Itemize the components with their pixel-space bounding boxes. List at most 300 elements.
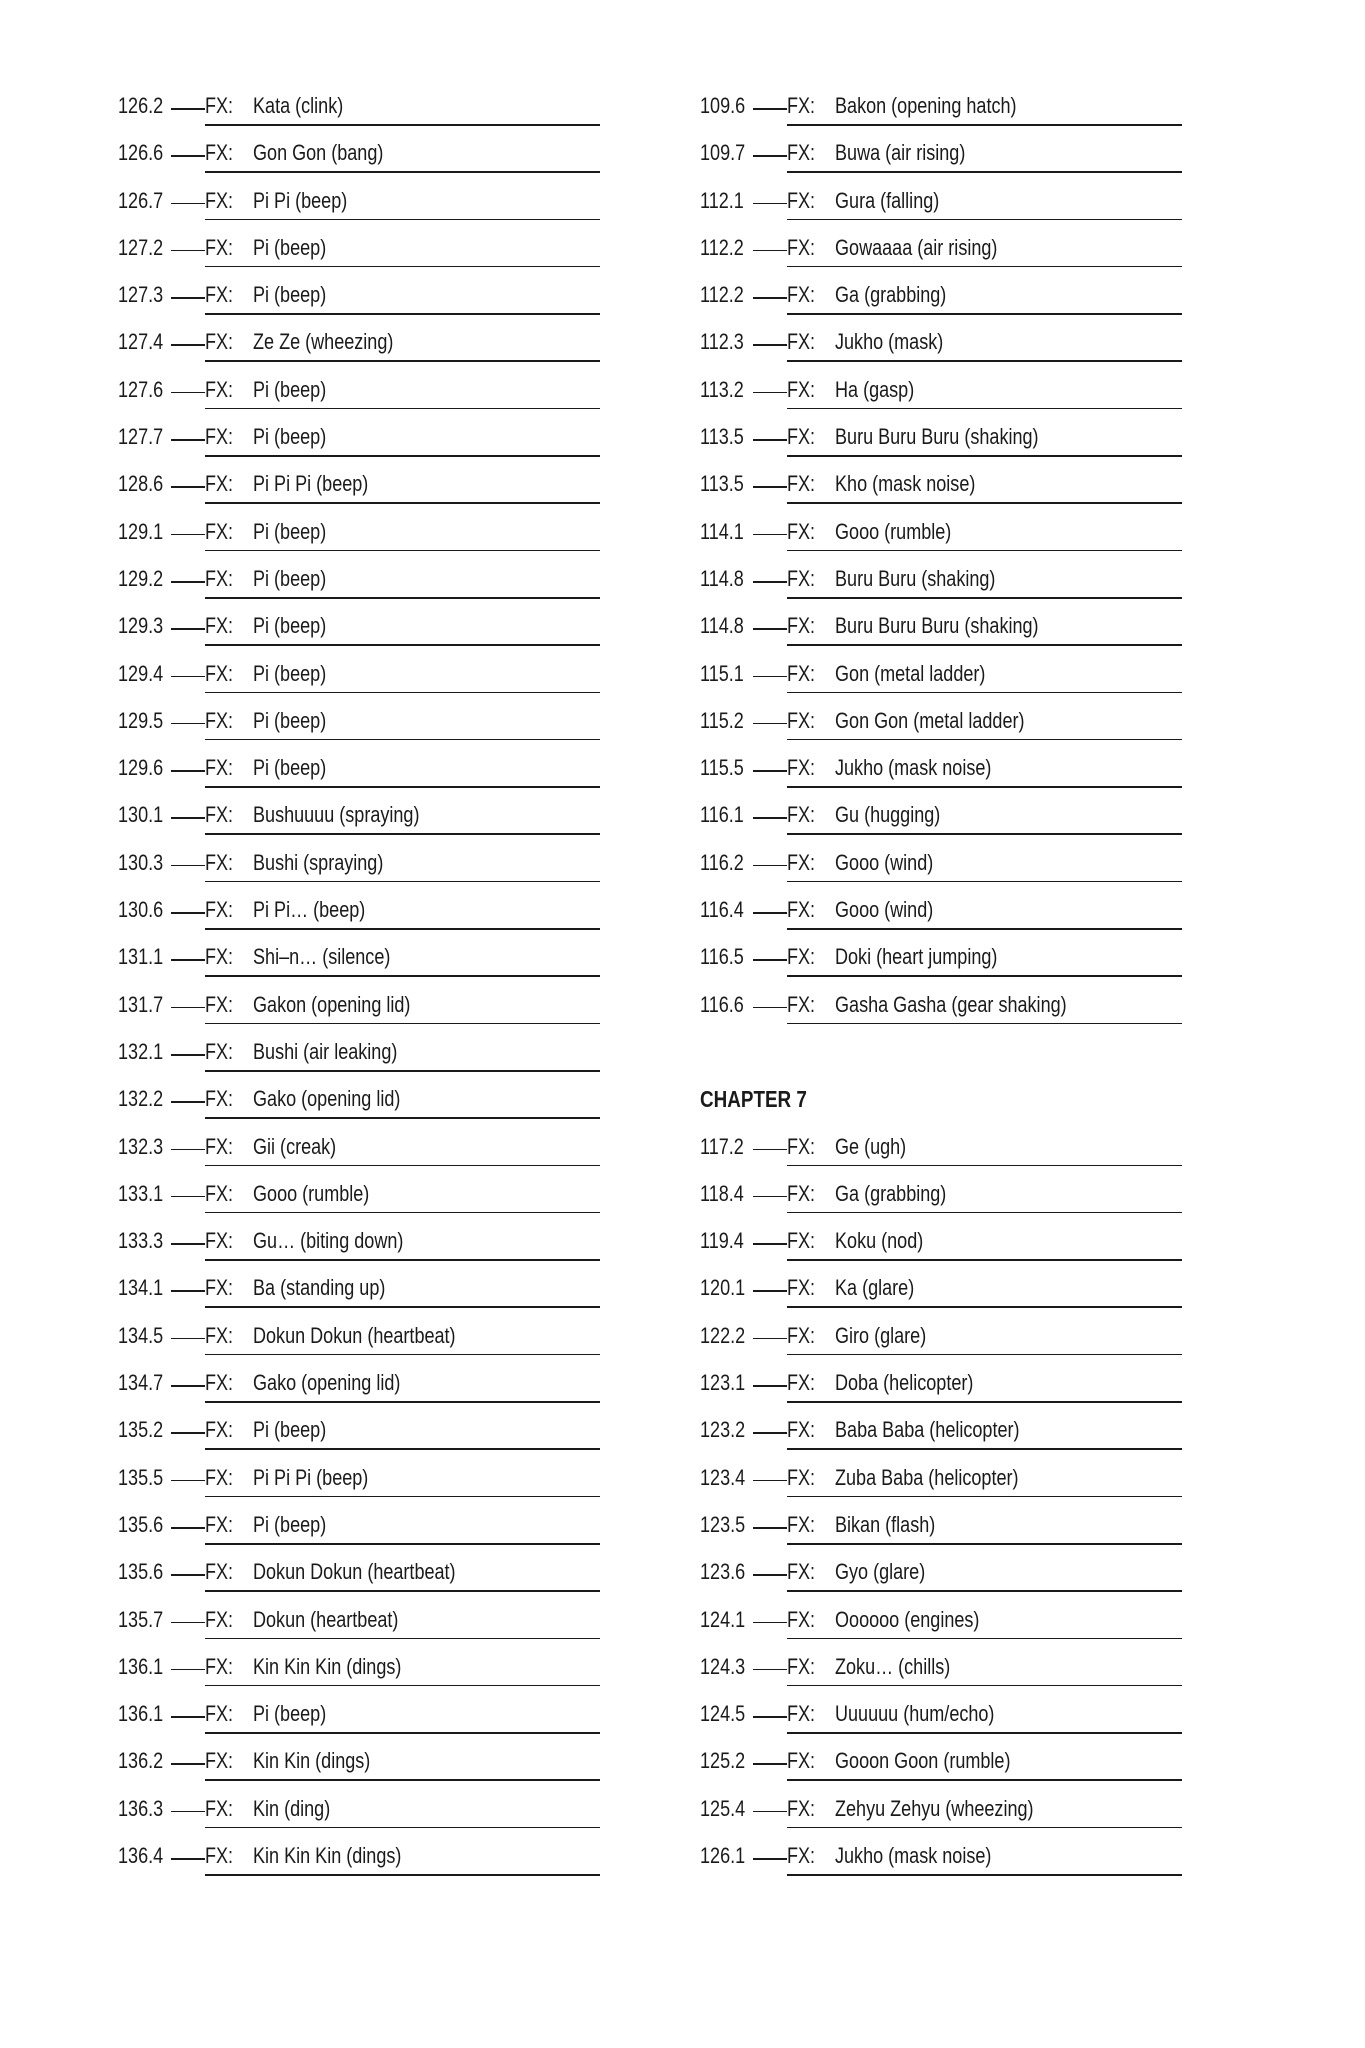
fx-description: Ga (grabbing) (835, 1180, 947, 1206)
leader-dash (171, 1622, 205, 1624)
fx-label: FX: (205, 1228, 234, 1254)
fx-entry (118, 512, 618, 559)
fx-label: FX: (787, 755, 816, 781)
leader-dash (171, 1290, 205, 1292)
fx-label: FX: (205, 613, 234, 639)
fx-entry (118, 464, 618, 511)
fx-label: FX: (205, 660, 234, 686)
underline-rule (787, 1354, 1182, 1356)
fx-entry (118, 1741, 618, 1788)
leader-dash (753, 912, 787, 914)
fx-label: FX: (787, 282, 816, 308)
fx-label: FX: (787, 991, 816, 1017)
page-panel-ref: 123.2 (700, 1417, 746, 1443)
underline-rule (787, 1779, 1182, 1781)
page-panel-ref: 126.1 (700, 1842, 746, 1868)
underline-rule (787, 1685, 1182, 1687)
page-panel-ref: 124.3 (700, 1653, 746, 1679)
fx-description: Kin Kin (dings) (253, 1748, 371, 1774)
fx-description: Ha (gasp) (835, 376, 915, 402)
leader-dash (171, 1243, 205, 1245)
page-panel-ref: 130.6 (118, 897, 164, 923)
fx-description: Pi (beep) (253, 1511, 327, 1537)
fx-entry (118, 1127, 618, 1174)
page-panel-ref: 123.6 (700, 1559, 746, 1585)
underline-rule (205, 692, 600, 694)
fx-description: Kata (clink) (253, 93, 344, 118)
page-panel-ref: 135.2 (118, 1417, 164, 1443)
page-panel-ref: 112.3 (700, 329, 744, 355)
leader-dash (753, 1149, 787, 1151)
page-panel-ref: 127.3 (118, 282, 164, 308)
fx-label: FX: (787, 613, 816, 639)
underline-rule (205, 975, 600, 977)
leader-dash (753, 439, 787, 441)
fx-description: Gasha Gasha (gear shaking) (835, 991, 1067, 1017)
fx-description: Gon (metal ladder) (835, 660, 986, 686)
fx-label: FX: (205, 93, 234, 118)
leader-dash (171, 581, 205, 583)
page-panel-ref: 134.7 (118, 1370, 164, 1396)
fx-entry (700, 228, 1200, 275)
underline-rule (205, 1401, 600, 1403)
underline-rule (787, 597, 1182, 599)
page-panel-ref: 129.2 (118, 565, 164, 591)
leader-dash (171, 1101, 205, 1103)
right-column (700, 86, 1200, 1883)
fx-description: Buru Buru Buru (shaking) (835, 424, 1039, 450)
page-panel-ref: 131.7 (118, 991, 164, 1017)
fx-description: Buwa (air rising) (835, 140, 966, 166)
fx-label: FX: (205, 802, 234, 828)
underline-rule (205, 833, 600, 835)
page-panel-ref: 134.5 (118, 1322, 164, 1348)
leader-dash (753, 723, 787, 725)
fx-label: FX: (205, 1701, 234, 1727)
leader-dash (753, 534, 787, 536)
page-panel-ref: 124.1 (700, 1606, 746, 1632)
fx-entry (700, 1647, 1200, 1694)
fx-label: FX: (205, 707, 234, 733)
leader-dash (753, 1290, 787, 1292)
page-panel-ref: 116.6 (700, 991, 744, 1017)
leader-dash (171, 959, 205, 961)
fx-entry (118, 133, 618, 180)
fx-description: Zuba Baba (helicopter) (835, 1464, 1019, 1490)
fx-description: Pi (beep) (253, 518, 327, 544)
right-column-bottom-list (700, 1127, 1200, 1884)
page-panel-ref: 124.5 (700, 1701, 746, 1727)
fx-description: Shi–n… (silence) (253, 944, 391, 970)
underline-rule (787, 928, 1182, 930)
fx-label: FX: (205, 282, 234, 308)
underline-rule (205, 1543, 600, 1545)
page-panel-ref: 114.8 (700, 565, 744, 591)
fx-description: Koku (nod) (835, 1228, 924, 1254)
underline-rule (787, 1023, 1182, 1025)
fx-description: Pi (beep) (253, 1701, 327, 1727)
page-panel-ref: 136.1 (118, 1701, 164, 1727)
fx-entry (118, 322, 618, 369)
underline-rule (205, 266, 600, 268)
leader-dash (171, 250, 205, 252)
fx-entry (118, 1316, 618, 1363)
fx-label: FX: (787, 140, 816, 166)
fx-description: Pi Pi Pi (beep) (253, 1464, 369, 1490)
leader-dash (171, 486, 205, 488)
fx-entry (118, 1221, 618, 1268)
fx-label: FX: (205, 1748, 234, 1774)
page-panel-ref: 127.2 (118, 234, 164, 260)
page-panel-ref: 123.5 (700, 1511, 746, 1537)
page-panel-ref: 109.6 (700, 93, 746, 118)
leader-dash (753, 108, 787, 110)
fx-label: FX: (787, 376, 816, 402)
fx-entry (700, 985, 1200, 1032)
fx-label: FX: (787, 471, 816, 497)
fx-description: Gakon (opening lid) (253, 991, 411, 1017)
leader-dash (753, 486, 787, 488)
leader-dash (753, 392, 787, 394)
fx-description: Dokun Dokun (heartbeat) (253, 1559, 456, 1585)
page-panel-ref: 129.5 (118, 707, 164, 733)
fx-entry (118, 275, 618, 322)
fx-entry (700, 275, 1200, 322)
underline-rule (205, 502, 600, 504)
underline-rule (205, 928, 600, 930)
leader-dash (753, 1338, 787, 1340)
page-panel-ref: 136.2 (118, 1748, 164, 1774)
fx-description: Zehyu Zehyu (wheezing) (835, 1795, 1034, 1821)
fx-label: FX: (205, 991, 234, 1017)
fx-description: Gon Gon (bang) (253, 140, 384, 166)
fx-description: Kin Kin Kin (dings) (253, 1653, 402, 1679)
fx-description: Buru Buru (shaking) (835, 565, 996, 591)
page-panel-ref: 112.1 (700, 187, 744, 213)
page-panel-ref: 129.6 (118, 755, 164, 781)
leader-dash (171, 1527, 205, 1529)
underline-rule (787, 1874, 1182, 1876)
leader-dash (753, 1432, 787, 1434)
underline-rule (205, 313, 600, 315)
underline-rule (205, 1685, 600, 1687)
leader-dash (171, 1811, 205, 1813)
fx-description: Baba Baba (helicopter) (835, 1417, 1020, 1443)
fx-entry (118, 559, 618, 606)
underline-rule (787, 550, 1182, 552)
leader-dash (171, 865, 205, 867)
underline-rule (787, 1448, 1182, 1450)
page-panel-ref: 114.1 (700, 518, 744, 544)
leader-dash (753, 1622, 787, 1624)
fx-entry (700, 133, 1200, 180)
underline-rule (205, 1212, 600, 1214)
leader-dash (753, 1669, 787, 1671)
page-panel-ref: 136.3 (118, 1795, 164, 1821)
leader-dash (753, 817, 787, 819)
chapter-heading (700, 1079, 1200, 1126)
fx-label: FX: (787, 897, 816, 923)
leader-dash (753, 1527, 787, 1529)
fx-description: Ze Ze (wheezing) (253, 329, 394, 355)
leader-dash (753, 203, 787, 205)
fx-entry (700, 748, 1200, 795)
leader-dash (753, 865, 787, 867)
page-panel-ref: 113.2 (700, 376, 744, 402)
fx-entry (700, 1127, 1200, 1174)
leader-dash (171, 628, 205, 630)
leader-dash (753, 676, 787, 678)
page-panel-ref: 115.5 (700, 755, 744, 781)
underline-rule (205, 881, 600, 883)
fx-label: FX: (787, 565, 816, 591)
fx-entry (118, 937, 618, 984)
fx-entry (118, 795, 618, 842)
leader-dash (753, 1763, 787, 1765)
leader-dash (753, 1574, 787, 1576)
page-panel-ref: 130.3 (118, 849, 164, 875)
underline-rule (205, 1779, 600, 1781)
fx-description: Jukho (mask noise) (835, 1842, 992, 1868)
fx-label: FX: (205, 1464, 234, 1490)
leader-dash (753, 1243, 787, 1245)
fx-description: Pi Pi… (beep) (253, 897, 366, 923)
underline-rule (787, 739, 1182, 741)
underline-rule (205, 1070, 600, 1072)
fx-entry (118, 606, 618, 653)
fx-description: Gon Gon (metal ladder) (835, 707, 1025, 733)
page-panel-ref: 132.1 (118, 1038, 164, 1064)
fx-label: FX: (205, 1038, 234, 1064)
fx-entry (700, 464, 1200, 511)
fx-label: FX: (787, 329, 816, 355)
fx-entry (700, 1316, 1200, 1363)
left-column (118, 86, 618, 1883)
page-panel-ref: 135.5 (118, 1464, 164, 1490)
page-panel-ref: 126.2 (118, 93, 164, 118)
fx-description: Gii (creak) (253, 1133, 337, 1159)
fx-description: Ga (grabbing) (835, 282, 947, 308)
underline-rule (205, 1448, 600, 1450)
leader-dash (171, 676, 205, 678)
fx-description: Pi (beep) (253, 707, 327, 733)
fx-label: FX: (787, 1322, 816, 1348)
page-panel-ref: 126.7 (118, 187, 164, 213)
page-panel-ref: 127.6 (118, 376, 164, 402)
fx-entry (700, 1836, 1200, 1883)
fx-label: FX: (787, 234, 816, 260)
page-panel-ref: 131.1 (118, 944, 164, 970)
page-panel-ref: 129.1 (118, 518, 164, 544)
fx-description: Gura (falling) (835, 187, 940, 213)
leader-dash (753, 628, 787, 630)
underline-rule (205, 550, 600, 552)
fx-entry (118, 228, 618, 275)
leader-dash (171, 534, 205, 536)
fx-label: FX: (205, 1417, 234, 1443)
fx-description: Gu… (biting down) (253, 1228, 404, 1254)
fx-description: Bushuuuu (spraying) (253, 802, 420, 828)
underline-rule (205, 1827, 600, 1829)
underline-rule (787, 692, 1182, 694)
leader-dash (753, 297, 787, 299)
fx-entry (118, 890, 618, 937)
fx-label: FX: (205, 1511, 234, 1537)
right-column-top-list (700, 86, 1200, 1032)
fx-label: FX: (205, 329, 234, 355)
leader-dash (753, 959, 787, 961)
fx-description: Ka (glare) (835, 1275, 915, 1301)
fx-label: FX: (205, 1322, 234, 1348)
fx-entry (118, 1174, 618, 1221)
fx-entry (118, 1647, 618, 1694)
fx-label: FX: (205, 565, 234, 591)
fx-description: Ba (standing up) (253, 1275, 386, 1301)
underline-rule (787, 1401, 1182, 1403)
leader-dash (171, 297, 205, 299)
leader-dash (171, 439, 205, 441)
underline-rule (205, 597, 600, 599)
fx-label: FX: (787, 1748, 816, 1774)
leader-dash (753, 250, 787, 252)
underline-rule (787, 1496, 1182, 1498)
page-panel-ref: 113.5 (700, 471, 744, 497)
fx-description: Pi (beep) (253, 660, 327, 686)
underline-rule (787, 1259, 1182, 1261)
fx-label: FX: (205, 1606, 234, 1632)
fx-label: FX: (787, 1275, 816, 1301)
underline-rule (205, 455, 600, 457)
fx-entry (118, 748, 618, 795)
fx-label: FX: (787, 1370, 816, 1396)
fx-entry (700, 701, 1200, 748)
fx-label: FX: (205, 1180, 234, 1206)
page-panel-ref: 112.2 (700, 234, 744, 260)
fx-description: Buru Buru Buru (shaking) (835, 613, 1039, 639)
page-panel-ref: 125.4 (700, 1795, 746, 1821)
fx-label: FX: (787, 1653, 816, 1679)
fx-label: FX: (205, 376, 234, 402)
underline-rule (787, 455, 1182, 457)
fx-description: Pi (beep) (253, 755, 327, 781)
page-panel-ref: 126.6 (118, 140, 164, 166)
underline-rule (205, 1165, 600, 1167)
leader-dash (753, 1858, 787, 1860)
fx-description: Pi (beep) (253, 565, 327, 591)
fx-label: FX: (205, 1086, 234, 1112)
fx-entry (700, 370, 1200, 417)
underline-rule (787, 1732, 1182, 1734)
fx-entry (118, 701, 618, 748)
fx-label: FX: (205, 234, 234, 260)
page-panel-ref: 112.2 (700, 282, 744, 308)
leader-dash (171, 1763, 205, 1765)
fx-description: Bushi (spraying) (253, 849, 384, 875)
leader-dash (753, 1007, 787, 1009)
fx-entry (118, 1410, 618, 1457)
fx-description: Bakon (opening hatch) (835, 93, 1017, 118)
underline-rule (205, 1023, 600, 1025)
chapter-heading-text: CHAPTER 7 (700, 1086, 807, 1113)
fx-entry (700, 1789, 1200, 1836)
fx-label: FX: (205, 1795, 234, 1821)
fx-entry (118, 1552, 618, 1599)
fx-description: Kin (ding) (253, 1795, 331, 1821)
fx-label: FX: (787, 518, 816, 544)
page-panel-ref: 122.2 (700, 1322, 746, 1348)
underline-rule (787, 881, 1182, 883)
underline-rule (205, 219, 600, 221)
fx-label: FX: (787, 1701, 816, 1727)
fx-label: FX: (787, 1464, 816, 1490)
fx-description: Kho (mask noise) (835, 471, 976, 497)
page-panel-ref: 135.6 (118, 1559, 164, 1585)
underline-rule (205, 739, 600, 741)
fx-entry (118, 1836, 618, 1883)
fx-entry (700, 417, 1200, 464)
fx-label: FX: (205, 897, 234, 923)
underline-rule (205, 1496, 600, 1498)
fx-description: Pi (beep) (253, 376, 327, 402)
underline-rule (205, 1354, 600, 1356)
section-spacer (700, 1032, 1200, 1079)
underline-rule (787, 1827, 1182, 1829)
fx-description: Pi (beep) (253, 282, 327, 308)
page-panel-ref: 135.6 (118, 1511, 164, 1537)
fx-description: Gooo (wind) (835, 849, 934, 875)
underline-rule (787, 408, 1182, 410)
fx-description: Pi (beep) (253, 1417, 327, 1443)
underline-rule (205, 1638, 600, 1640)
underline-rule (787, 1306, 1182, 1308)
underline-rule (787, 502, 1182, 504)
leader-dash (171, 1574, 205, 1576)
page-panel-ref: 115.1 (700, 660, 744, 686)
leader-dash (171, 344, 205, 346)
fx-entry (118, 1600, 618, 1647)
fx-description: Dokun Dokun (heartbeat) (253, 1322, 456, 1348)
page-panel-ref: 127.4 (118, 329, 164, 355)
page-panel-ref: 125.2 (700, 1748, 746, 1774)
fx-description: Oooooo (engines) (835, 1606, 980, 1632)
fx-label: FX: (205, 424, 234, 450)
fx-entry (118, 181, 618, 228)
fx-description: Gyo (glare) (835, 1559, 926, 1585)
fx-label: FX: (787, 1606, 816, 1632)
fx-label: FX: (787, 1559, 816, 1585)
fx-entry (118, 1079, 618, 1126)
underline-rule (787, 1165, 1182, 1167)
underline-rule (205, 408, 600, 410)
fx-description: Ge (ugh) (835, 1133, 907, 1159)
leader-dash (171, 1054, 205, 1056)
fx-description: Gako (opening lid) (253, 1086, 401, 1112)
page-panel-ref: 123.4 (700, 1464, 746, 1490)
fx-entry (700, 606, 1200, 653)
fx-label: FX: (205, 944, 234, 970)
fx-entry (700, 1174, 1200, 1221)
fx-description: Pi (beep) (253, 424, 327, 450)
leader-dash (171, 1149, 205, 1151)
fx-description: Jukho (mask noise) (835, 755, 992, 781)
leader-dash (753, 1196, 787, 1198)
page-panel-ref: 136.1 (118, 1653, 164, 1679)
fx-entry (700, 512, 1200, 559)
fx-description: Uuuuuu (hum/echo) (835, 1701, 995, 1727)
leader-dash (753, 1385, 787, 1387)
underline-rule (205, 1306, 600, 1308)
fx-description: Pi (beep) (253, 234, 327, 260)
